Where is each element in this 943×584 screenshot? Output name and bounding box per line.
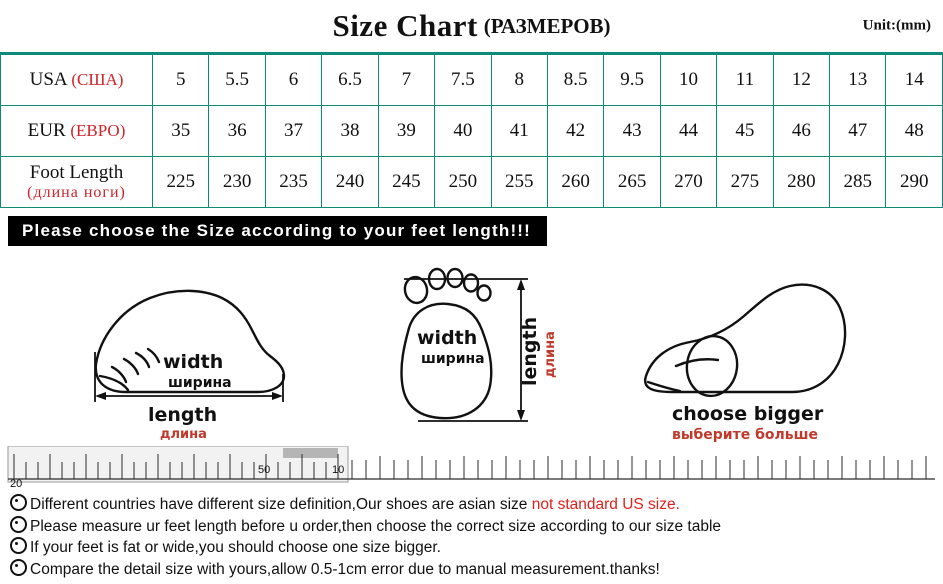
cell-usa-8: 9.5 [604, 55, 660, 106]
cell-foot-10: 275 [717, 157, 773, 208]
note-item-2 [10, 516, 943, 538]
cell-usa-0: 5 [153, 55, 209, 106]
notes-list [0, 493, 943, 584]
cell-usa-5: 7.5 [435, 55, 491, 106]
cell-foot-7: 260 [547, 157, 603, 208]
cell-foot-5: 250 [435, 157, 491, 208]
title-bar [0, 0, 943, 54]
row-header-eur-en: EUR [27, 120, 66, 142]
cell-usa-12: 13 [830, 55, 886, 106]
width-label-ru: ширина [168, 375, 232, 391]
cell-usa-4: 7 [378, 55, 434, 106]
table-row [1, 55, 943, 106]
row-header-foot-length-ru: (длина ноги) [27, 183, 126, 201]
cell-eur-10: 45 [717, 106, 773, 157]
note-item-3 [10, 537, 943, 559]
row-header-foot-length-en: Foot Length [29, 161, 124, 183]
page-title-russian: (РАЗМЕРОВ) [483, 13, 611, 38]
bullet-icon [10, 559, 27, 576]
cell-foot-6: 255 [491, 157, 547, 208]
cell-foot-13: 290 [886, 157, 943, 208]
cell-usa-1: 5.5 [209, 55, 265, 106]
length-label-ru-2: ширина [421, 351, 485, 367]
row-header-usa-ru: (США) [71, 70, 124, 90]
cell-foot-2: 235 [265, 157, 321, 208]
cell-foot-3: 240 [322, 157, 378, 208]
note-text-2: Please measure ur feet length before u order,then choose the correct size according to our size table [30, 517, 722, 535]
cell-usa-11: 12 [773, 55, 829, 106]
bullet-icon [10, 494, 27, 511]
table-row [1, 106, 943, 157]
cell-foot-11: 280 [773, 157, 829, 208]
cell-eur-11: 46 [773, 106, 829, 157]
cell-eur-9: 44 [660, 106, 716, 157]
bullet-icon [10, 537, 27, 554]
foot-illustrations [0, 246, 943, 446]
size-chart-table [0, 54, 943, 208]
length-vertical-ru: длина [543, 331, 558, 378]
instruction-banner: Please choose the Size according to your feet length!!! [8, 216, 547, 246]
cell-eur-1: 36 [209, 106, 265, 157]
note-item-1 [10, 494, 943, 516]
cell-eur-12: 47 [830, 106, 886, 157]
illustration-svg [0, 246, 943, 446]
foot-shoe-fit-icon [645, 285, 845, 400]
length-label-ru: длина [160, 427, 207, 442]
note-text-1: Different countries have different size definition,Our shoes are asian size [30, 496, 532, 513]
choose-bigger-label-en: choose bigger [672, 403, 824, 425]
cell-foot-1: 230 [209, 157, 265, 208]
ruler-tick-20: 20 [10, 478, 23, 488]
bullet-icon [10, 516, 27, 533]
row-header-usa-en: USA [29, 69, 67, 91]
cell-foot-4: 245 [378, 157, 434, 208]
cell-usa-3: 6.5 [322, 55, 378, 106]
cell-eur-4: 39 [378, 106, 434, 157]
cell-usa-10: 11 [717, 55, 773, 106]
note-text-3: If your feet is fat or wide,you should choose one size bigger. [30, 539, 441, 557]
unit-label: Unit:(mm) [862, 17, 931, 34]
cell-usa-9: 10 [660, 55, 716, 106]
cell-foot-12: 285 [830, 157, 886, 208]
cell-eur-7: 42 [547, 106, 603, 157]
cell-usa-2: 6 [265, 55, 321, 106]
cell-eur-0: 35 [153, 106, 209, 157]
cell-foot-9: 270 [660, 157, 716, 208]
note-highlight-1: not standard US size. [531, 496, 680, 513]
width-label-en: width [163, 351, 224, 373]
cell-foot-0: 225 [153, 157, 209, 208]
cell-eur-3: 38 [322, 106, 378, 157]
length-vertical-en: length [519, 316, 541, 386]
cell-eur-13: 48 [886, 106, 943, 157]
cell-usa-6: 8 [491, 55, 547, 106]
ruler-tick-50: 50 [258, 464, 271, 476]
cell-eur-6: 41 [491, 106, 547, 157]
row-header-eur [1, 106, 153, 157]
ruler-icon [0, 446, 943, 488]
cell-eur-2: 37 [265, 106, 321, 157]
cell-eur-5: 40 [435, 106, 491, 157]
row-header-foot-length [1, 157, 153, 208]
length-label-en-2: width [417, 327, 478, 349]
cell-usa-7: 8.5 [547, 55, 603, 106]
length-label-en: length [148, 404, 218, 426]
row-header-usa [1, 55, 153, 106]
note-item-4 [10, 559, 943, 581]
cell-eur-8: 43 [604, 106, 660, 157]
table-row [1, 157, 943, 208]
row-header-eur-ru: (ЕВРО) [70, 121, 126, 141]
cell-usa-13: 14 [886, 55, 943, 106]
ruler-strip [0, 446, 943, 493]
ruler-tick-10: 10 [332, 464, 345, 476]
cell-foot-8: 265 [604, 157, 660, 208]
note-text-4: Compare the detail size with yours,allow 0.5-1cm error due to manual measurement.thanks! [30, 560, 660, 578]
choose-bigger-label-ru: выберите больше [672, 427, 818, 443]
page-title: Size Chart [332, 8, 478, 43]
banner-wrap [0, 208, 943, 246]
